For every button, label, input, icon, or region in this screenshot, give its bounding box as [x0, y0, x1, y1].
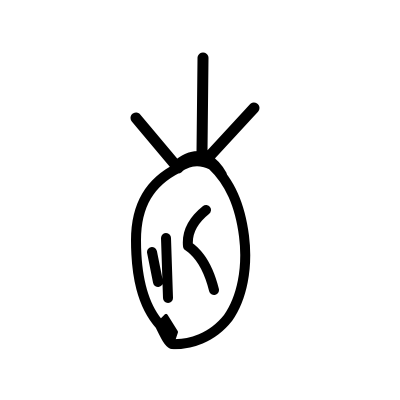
left-tie-strand [136, 118, 178, 168]
hanging-string [202, 58, 203, 152]
inner-mark-left [152, 252, 158, 282]
right-tie-strand [206, 108, 254, 160]
inner-mark-middle [166, 238, 168, 298]
inner-mark-right [188, 210, 214, 290]
